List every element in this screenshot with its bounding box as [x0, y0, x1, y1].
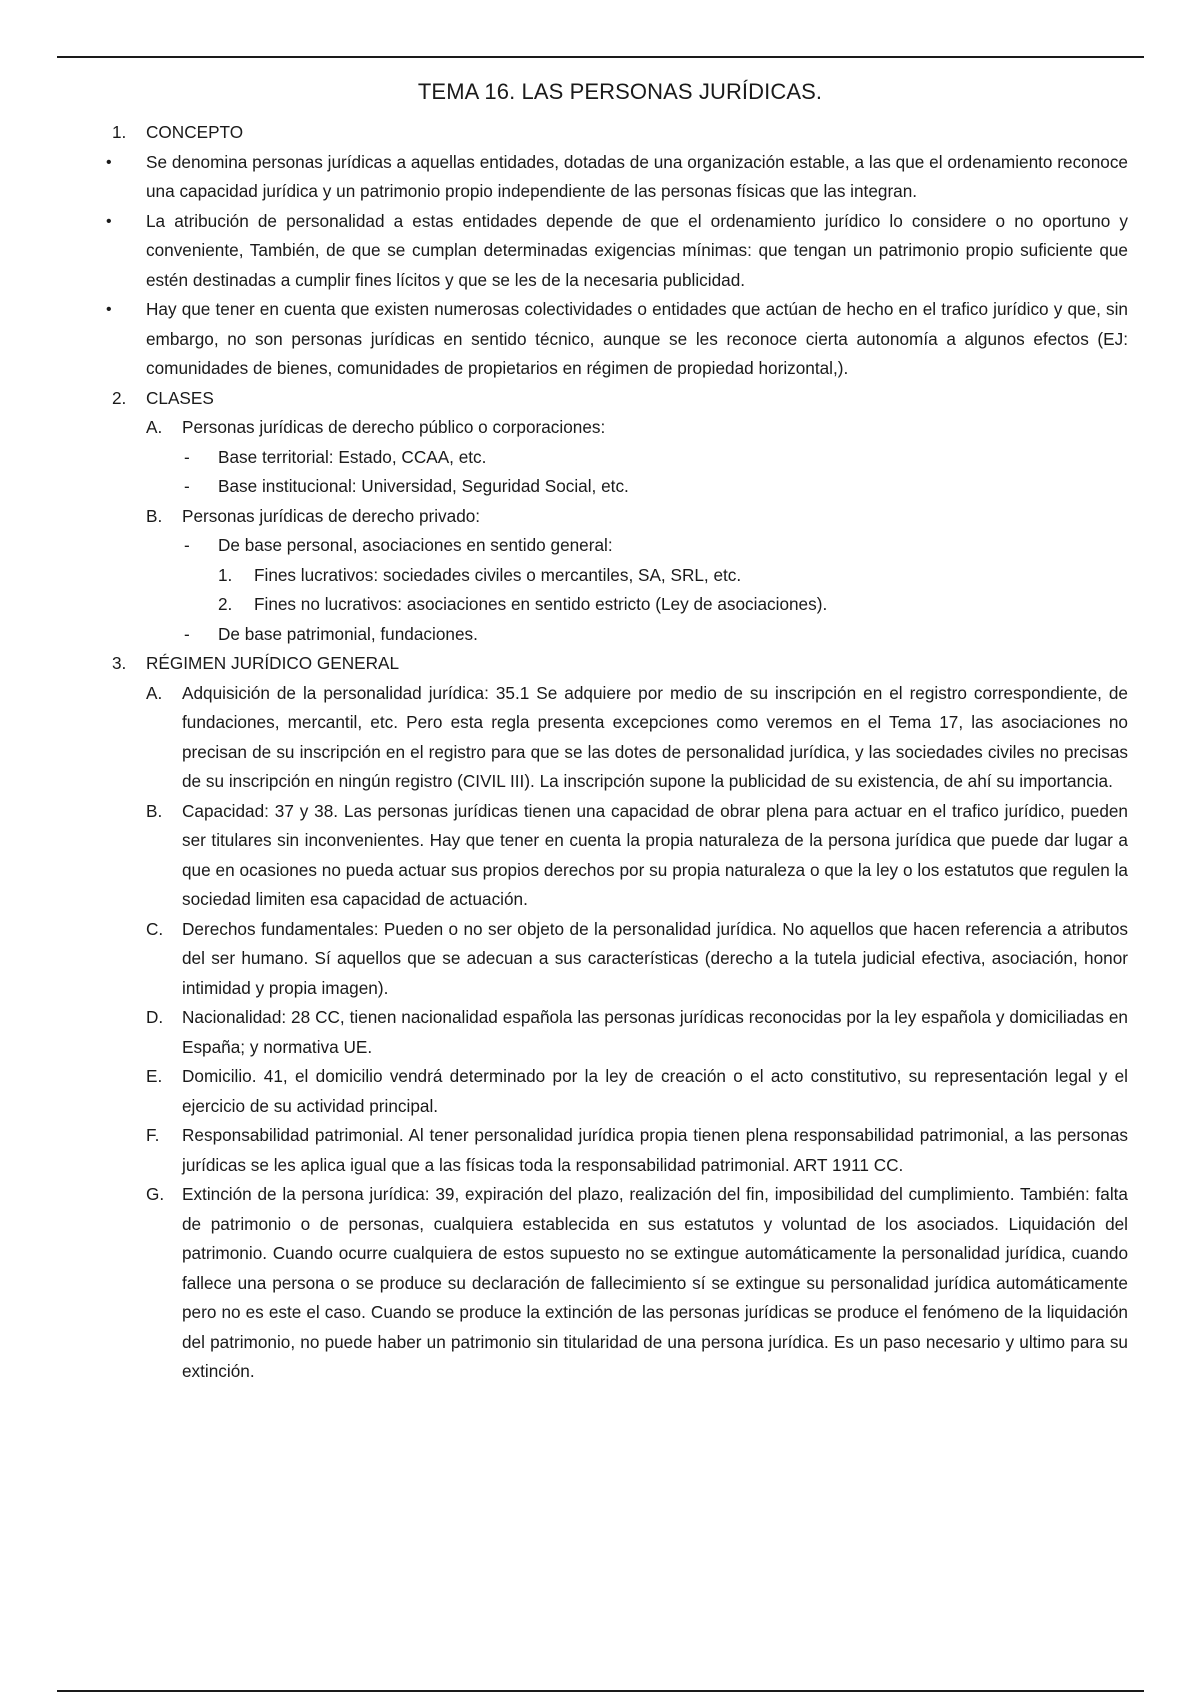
section-3-title: RÉGIMEN JURÍDICO GENERAL — [146, 653, 400, 673]
bullet-icon: • — [106, 301, 112, 318]
section-1-heading — [112, 118, 1128, 148]
item-text: Responsabilidad patrimonial. Al tener personalidad jurídica propia tienen plena responsabilidad patrimonial, a las personas jurídicas se les aplica igual que a las físicas toda la responsabilidad patrimonial. ART 1911 CC. — [182, 1125, 1128, 1175]
item-letter: C. — [146, 918, 164, 939]
item-letter: B. — [146, 505, 163, 526]
section-3-number: 3. — [112, 653, 127, 673]
item-text: Extinción de la persona jurídica: 39, expiración del plazo, realización del fin, imposibilidad del cumplimiento. También: falta de patrimonio o de personas, cualquiera establecida en sus estatutos y voluntad de los asociados. Liquidación del patrimonio. Cuando ocurre cualquiera de estos supuesto no se extingue automáticamente la personalidad jurídica, cuando fallece una persona o se produce su declaración de fallecimiento sí se extingue su personalidad jurídica automáticamente pero no es este el caso. Cuando se produce la extinción de las personas jurídicas se produce el fenómeno de la liquidación del patrimonio, no puede haber un patrimonio sin titularidad de una persona jurídica. Es un paso necesario y ultimo para su extinción. — [182, 1184, 1128, 1381]
regimen-item-d — [112, 1003, 1128, 1062]
top-rule — [57, 56, 1144, 58]
item-text: Adquisición de la personalidad jurídica: 35.1 Se adquiere por medio de su inscripción en el registro correspondiente, de fundaciones, mercantil, etc. Pero esta regla presenta excepciones como veremos en el Tema 17, las asociaciones no precisan de su inscripción en el registro para que se las dotes de personalidad jurídica, y las sociedades civiles no precisas de su inscripción en ningún registro (CIVIL III). La inscripción supone la publicidad de su existencia, de ahí su importancia. — [182, 682, 1128, 791]
concept-bullet-3 — [106, 295, 1128, 384]
document-title: TEMA 16. LAS PERSONAS JURÍDICAS. — [417, 79, 823, 104]
item-text: Personas jurídicas de derecho público o corporaciones: — [182, 417, 606, 437]
section-2-title: CLASES — [146, 387, 214, 408]
sub-number: 1. — [218, 564, 233, 585]
bullet-icon: • — [106, 212, 112, 230]
concept-bullet-text: La atribución de personalidad a estas entidades depende de que el ordenamiento jurídico lo considere o no oportuno y conveniente, También, de que se cumplan determinadas exigencias mínimas: que tengan un patrimonio propio suficiente que estén destinadas a cumplir fines lícitos y que se les de la necesaria publicidad. — [146, 210, 1128, 290]
item-letter: B. — [146, 800, 163, 821]
item-letter: A. — [146, 417, 163, 437]
concept-bullet-text: Hay que tener en cuenta que existen numerosas colectividades o entidades que actúan de hecho en el trafico jurídico y que, sin embargo, no son personas jurídicas en sentido técnico, aunque se les reconoce cierta autonomía a algunos efectos (EJ: comunidades de bienes, comunidades de propietarios en régimen de propiedad horizontal,). — [146, 299, 1128, 378]
item-text: Derechos fundamentales: Pueden o no ser objeto de la personalidad jurídica. No aquellos que hacen referencia a atributos del ser humano. Sí aquellos que se adecuan a sus características (derecho a la tutela judicial efectiva, asociación, honor intimidad y propia imagen). — [182, 918, 1128, 998]
sub-item-text: Fines lucrativos: sociedades civiles o mercantiles, SA, SRL, etc. — [254, 564, 742, 585]
clases-item-b — [112, 502, 1128, 532]
regimen-item-a — [112, 679, 1128, 797]
item-letter: G. — [146, 1184, 165, 1204]
concept-bullet-2 — [106, 207, 1128, 296]
dash-item-text: De base patrimonial, fundaciones. — [218, 623, 478, 644]
regimen-item-g — [112, 1180, 1128, 1387]
clases-b-sub-2 — [112, 590, 1128, 620]
document-page — [106, 72, 1128, 1387]
concept-bullet-text: Se denomina personas jurídicas a aquellas entidades, dotadas de una organización estable, a las que el ordenamiento reconoce una capacidad jurídica y un patrimonio propio independiente de las personas físicas que las integran. — [146, 151, 1128, 201]
dash-icon: - — [184, 535, 190, 555]
dash-icon: - — [184, 623, 190, 644]
item-letter: F. — [146, 1125, 160, 1145]
item-text: Personas jurídicas de derecho privado: — [182, 505, 481, 526]
dash-item-text: Base institucional: Universidad, Seguridad Social, etc. — [218, 476, 629, 496]
item-text: Nacionalidad: 28 CC, tienen nacionalidad española las personas jurídicas reconocidas por la ley española y domiciliadas en España; y normativa UE. — [182, 1007, 1128, 1057]
dash-item-text: Base territorial: Estado, CCAA, etc. — [218, 446, 487, 467]
clases-a-dash-2 — [112, 472, 1128, 502]
dash-icon: - — [184, 476, 190, 496]
clases-item-a — [112, 413, 1128, 443]
item-text: Domicilio. 41, el domicilio vendrá determinado por la ley de creación o el acto constitutivo, su representación legal y el ejercicio de su actividad principal. — [182, 1066, 1128, 1116]
sub-number: 2. — [218, 594, 233, 614]
regimen-item-c — [112, 915, 1128, 1004]
item-letter: D. — [146, 1007, 164, 1027]
dash-icon: - — [184, 446, 190, 467]
bottom-rule — [57, 1690, 1144, 1692]
regimen-item-e — [112, 1062, 1128, 1121]
dash-item-text: De base personal, asociaciones en sentido general: — [218, 535, 613, 555]
sub-item-text: Fines no lucrativos: asociaciones en sentido estricto (Ley de asociaciones). — [254, 594, 828, 614]
item-text: Capacidad: 37 y 38. Las personas jurídicas tienen una capacidad de obrar plena para actuar en el trafico jurídico, pueden ser titulares sin inconvenientes. Hay que tener en cuenta la propia naturaleza de la persona jurídica que puede dar lugar a que en ocasiones no pueda actuar sus propios derechos por su propia naturaleza o que la ley o los estatutos que regulen la sociedad limiten esa capacidad de actuación. — [182, 800, 1128, 909]
concept-bullet-1 — [106, 148, 1128, 207]
section-1-title: CONCEPTO — [146, 122, 244, 142]
item-letter: A. — [146, 682, 163, 703]
clases-b-sub-1 — [112, 561, 1128, 591]
clases-b-dash-personal — [112, 531, 1128, 561]
regimen-item-b — [112, 797, 1128, 915]
section-2-number: 2. — [112, 387, 127, 408]
clases-b-dash-patrimonial — [112, 620, 1128, 650]
item-letter: E. — [146, 1066, 163, 1086]
section-3-heading — [112, 649, 1128, 679]
section-1-number: 1. — [112, 122, 127, 142]
bullet-icon: • — [106, 153, 112, 171]
clases-a-dash-1 — [112, 443, 1128, 473]
regimen-item-f — [112, 1121, 1128, 1180]
section-2-heading — [112, 384, 1128, 414]
